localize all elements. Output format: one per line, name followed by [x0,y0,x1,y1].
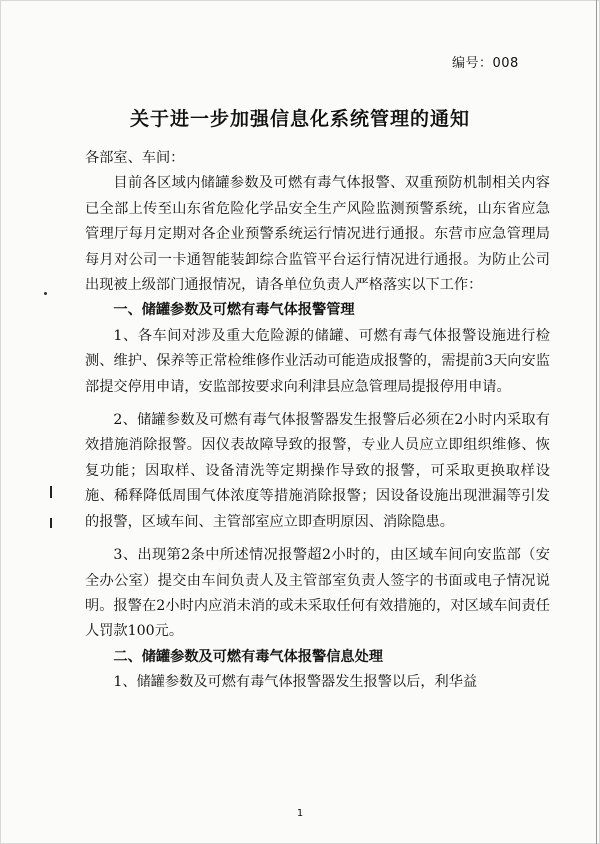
paragraph-2-1: 1、储罐参数及可燃有毒气体报警器发生报警以后，利华益 [113,674,478,691]
section-heading-1: 一、储罐参数及可燃有毒气体报警管理 [113,302,355,319]
section-heading-2: 二、储罐参数及可燃有毒气体报警信息处理 [113,648,383,665]
document-serial-number: 编号：008 [452,56,519,71]
binding-mark [50,486,52,498]
binding-mark [50,518,52,528]
scan-speck [44,292,47,295]
document-body [85,146,550,696]
page-number: 1 [296,808,304,819]
paragraph-1-3: 3、出现第2条中所述情况报警超2小时的，由区域车间向安监部（安全办公室）提交由车间负责人及主管部室负责人签字的书面或电子情况说明。报警在2小时内应消未消的或未采取任何有效措施的，对区域车间责任人罚款100元。 [85,547,550,640]
salutation: 各部室、车间： [85,150,185,166]
document-title: 关于进一步加强信息化系统管理的通知 [129,108,470,130]
paragraph-1-1: 1、各车间对涉及重大危险源的储罐、可燃有毒气体报警设施进行检测、维护、保养等正常检维修作业活动可能造成报警的，需提前3天向安监部提交停用申请，安监部按要求向利津县应急管理局提报停用申请。 [85,327,550,395]
intro-paragraph: 目前各区域内储罐参数及可燃有毒气体报警、双重预防机制相关内容已全部上传至山东省危险化学品安全生产风险监测预警系统，山东省应急管理厅每月定期对各企业预警系统运行情况进行通报。东营市应急管理局每月对公司一卡通智能装卸综合监管平台运行情况进行通报。为防止公司出现被上级部门通报情况，请各单位负责人严格落实以下工作： [85,175,550,294]
paragraph-1-2: 2、储罐参数及可燃有毒气体报警器发生报警后必须在2小时内采取有效措施消除报警。因仪表故障导致的报警，专业人员应立即组织维修、恢复功能；因取样、设备清洗等定期操作导致的报警，可采取更换取样设施、稀释降低周围气体浓度等措施消除报警；因设备设施出现泄漏等引发的报警，区域车间、主管部室应立即查明原因、消除隐患。 [85,412,550,530]
